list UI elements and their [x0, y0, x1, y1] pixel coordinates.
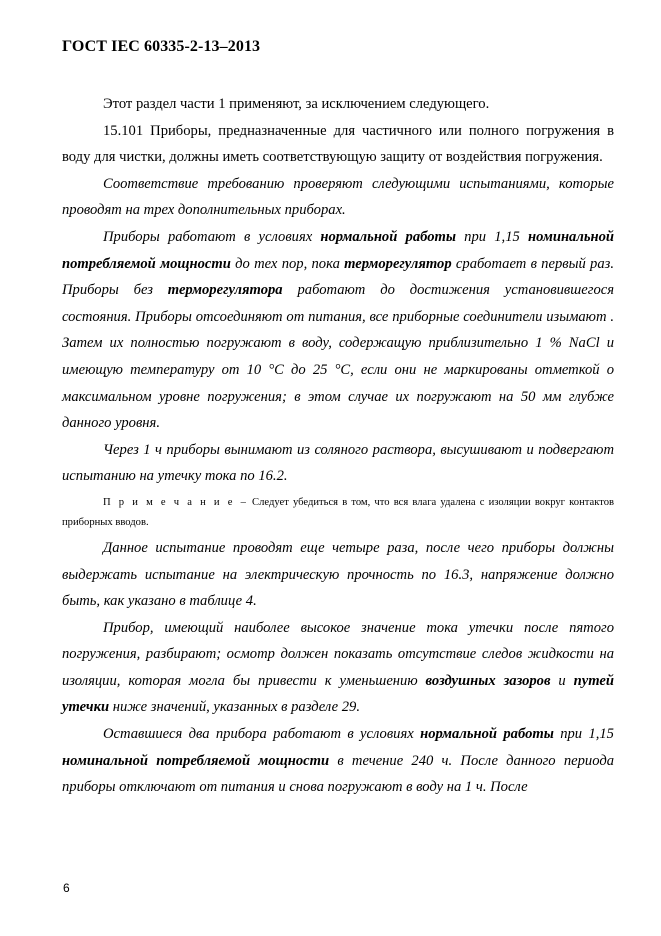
defined-term: нормальной работы: [420, 726, 554, 743]
text-run: в течение 240 ч. После данного периода приборы отключают от питания и снова погружают в воду на 1 ч. После: [62, 752, 614, 796]
remaining-appliances-paragraph: [62, 721, 614, 801]
leakage-test-paragraph: Через 1 ч приборы вынимают из соляного раствора, высушивают и подвергают испытанию на утечку тока по 16.2.: [62, 441, 614, 485]
text-run: работают до достижения установившегося состояния. Приборы отсоединяют от питания, все приборные соединители изымают . Затем их полностью погружают в воду, содержащую приблизительно 1 % NaCl и имеющую температуру от 10 °С до 25 °С, если они не маркированы отметкой о максимальном уровне погружения; в этом случае их погружают на 50 мм глубже данного уровня.: [62, 282, 614, 432]
text-run: при 1,15: [553, 726, 614, 743]
text-run: Оставшиеся два прибора работают в условиях: [103, 726, 421, 743]
text-run: ниже значений, указанных в разделе 29.: [109, 699, 360, 716]
defined-term: номинальной потребляемой мощности: [62, 228, 615, 272]
defined-term: воздушных зазоров: [425, 672, 551, 689]
test-procedure-paragraph: [62, 224, 614, 437]
text-run: при 1,15: [456, 228, 528, 245]
text-run: до тех пор, пока: [230, 255, 345, 272]
note-label: П р и м е ч а н и е –: [103, 496, 248, 508]
text-run: и: [550, 672, 574, 689]
note-text: Следует убедиться в том, что вся влага удалена с изоляции вокруг контактов приборных вводов.: [62, 496, 615, 528]
defined-term: терморегулятора: [167, 282, 283, 299]
document-header: ГОСТ IEC 60335-2-13–2013: [62, 38, 261, 55]
text-run: Приборы работают в условиях: [103, 228, 321, 245]
disassembly-paragraph: [62, 615, 614, 721]
document-body: [62, 91, 614, 801]
defined-term: терморегулятор: [344, 255, 452, 272]
intro-paragraph: Этот раздел части 1 применяют, за исключением следующего.: [103, 96, 490, 112]
note-paragraph: [62, 493, 614, 533]
defined-term: номинальной потребляемой мощности: [62, 752, 330, 769]
text-run: сработает в первый раз. Приборы без: [62, 255, 614, 299]
compliance-paragraph: Соответствие требованию проверяют следующими испытаниями, которые проводят на трех дополнительных приборах.: [62, 175, 614, 219]
page-number: 6: [63, 881, 70, 895]
defined-term: путей утечки: [62, 672, 615, 716]
clause-15-101: 15.101 Приборы, предназначенные для частичного или полного погружения в воду для чистки, должны иметь соответствующую защиту от воздействия погружения.: [62, 122, 614, 166]
defined-term: нормальной работы: [320, 228, 456, 245]
text-run: Прибор, имеющий наиболее высокое значение тока утечки после пятого погружения, разбирают; осмотр должен показать отсутствие следов жидкости на изоляции, которая могла бы привести к уменьшению: [62, 619, 614, 689]
repeat-test-paragraph: Данное испытание проводят еще четыре раза, после чего приборы должны выдержать испытание на электрическую прочность по 16.3, напряжение должно быть, как указано в таблице 4.: [62, 539, 614, 610]
